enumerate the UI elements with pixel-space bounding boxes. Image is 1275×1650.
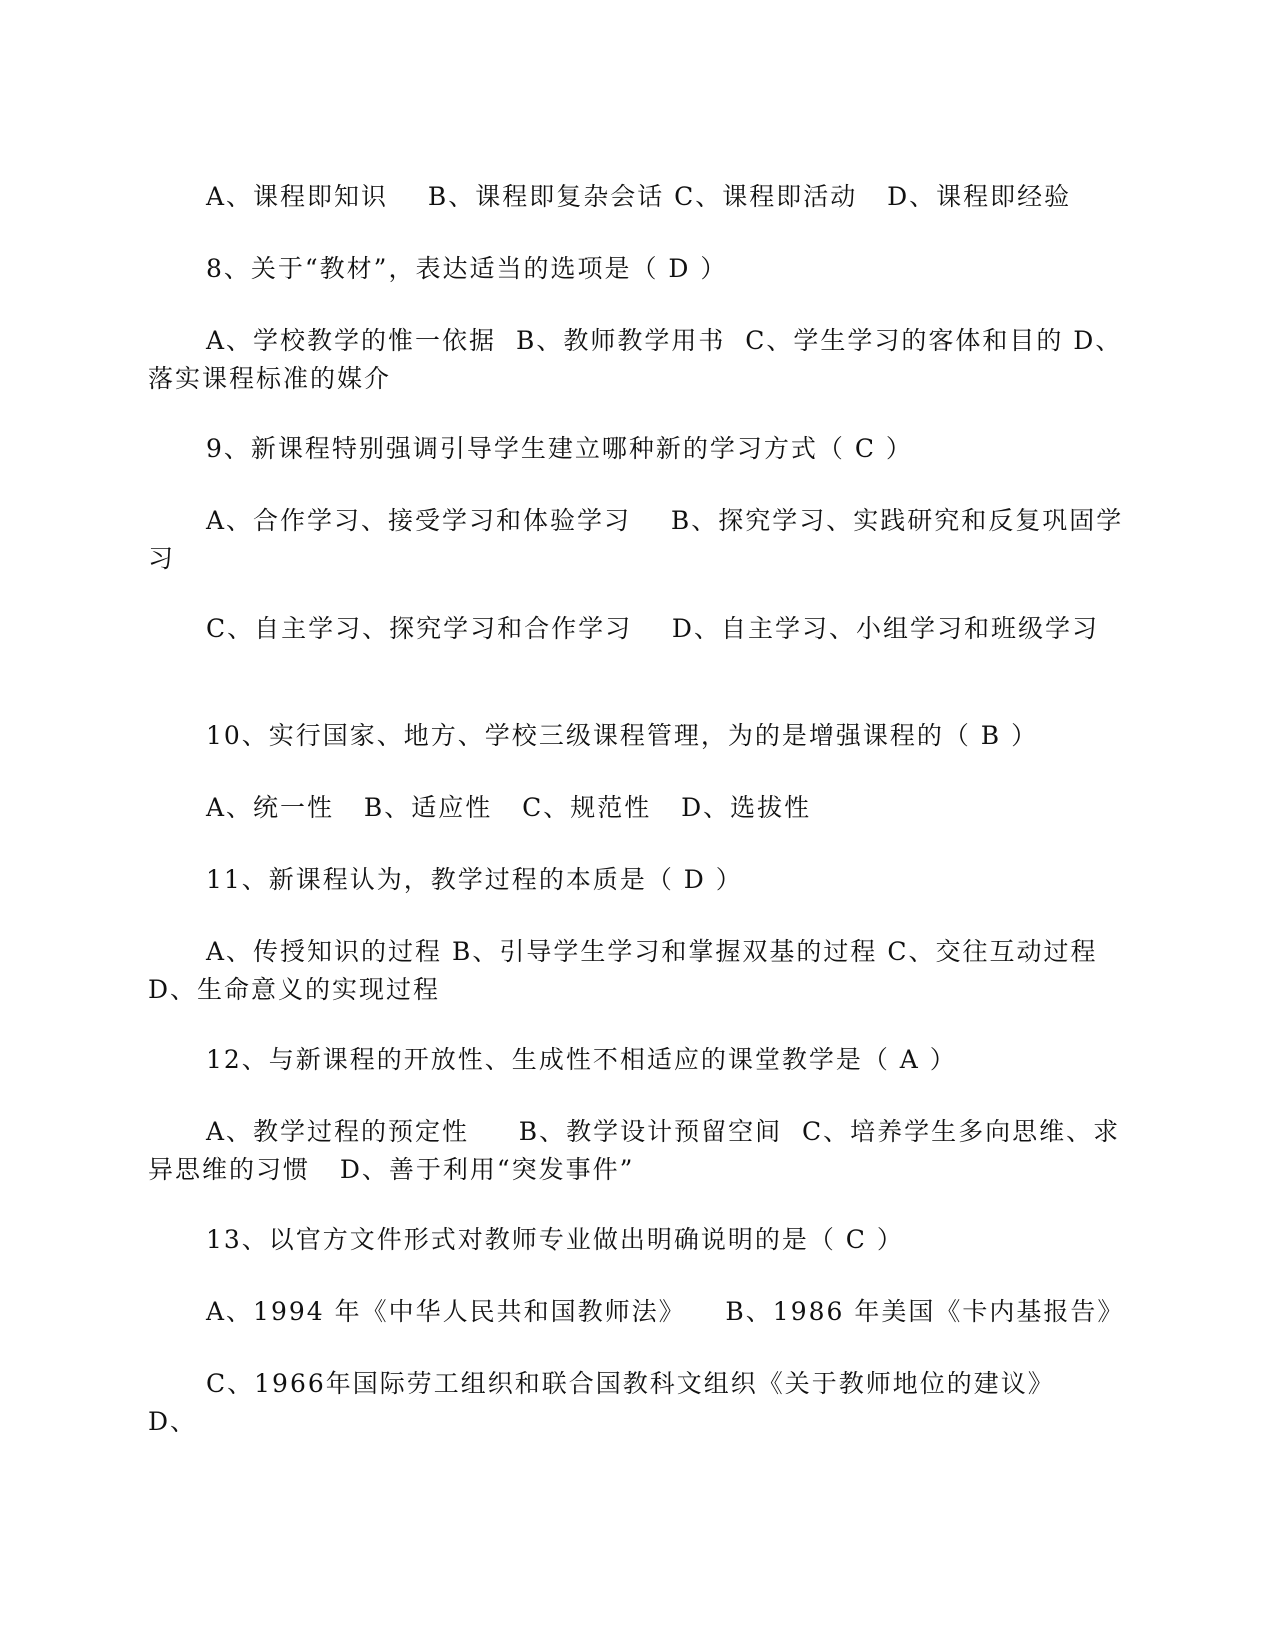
- q13-options-ab: A、1994 年《中华人民共和国教师法》 B、1986 年美国《卡内基报告》: [206, 1297, 1125, 1326]
- q11-question: 11、新课程认为，教学过程的本质是（ D ）: [206, 865, 743, 894]
- q8-options: A、学校教学的惟一依据 B、教师教学用书 C、学生学习的客体和目的 D、落实课程标准的媒介: [148, 326, 1123, 393]
- q13-options-cd: C、1966年国际劳工组织和联合国教科文组织《关于教师地位的建议》 D、: [148, 1369, 1085, 1436]
- q12-options: A、教学过程的预定性 B、教学设计预留空间 C、培养学生多向思维、求异思维的习惯 D、善于利用“突发事件”: [148, 1117, 1121, 1184]
- q9-question: 9、新课程特别强调引导学生建立哪种新的学习方式（ C ）: [206, 434, 913, 463]
- q10-question: 10、实行国家、地方、学校三级课程管理，为的是增强课程的（ B ）: [206, 721, 1039, 750]
- q9-options-ab: A、合作学习、接受学习和体验学习 B、探究学习、实践研究和反复巩固学习: [148, 506, 1124, 573]
- q13-question: 13、以官方文件形式对教师专业做出明确说明的是（ C ）: [206, 1225, 904, 1254]
- q12-question: 12、与新课程的开放性、生成性不相适应的课堂教学是（ A ）: [206, 1045, 957, 1074]
- q8-question: 8、关于“教材”，表达适当的选项是（ D ）: [206, 254, 728, 283]
- q10-options: A、统一性 B、适应性 C、规范性 D、选拔性: [206, 793, 812, 822]
- q11-options: A、传授知识的过程 B、引导学生学习和掌握双基的过程 C、交往互动过程 D、生命意义的实现过程: [148, 937, 1128, 1004]
- q7-options: A、课程即知识 B、课程即复杂会话 C、课程即活动 D、课程即经验: [206, 182, 1072, 211]
- q9-options-cd: C、自主学习、探究学习和合作学习 D、自主学习、小组学习和班级学习: [206, 614, 1099, 643]
